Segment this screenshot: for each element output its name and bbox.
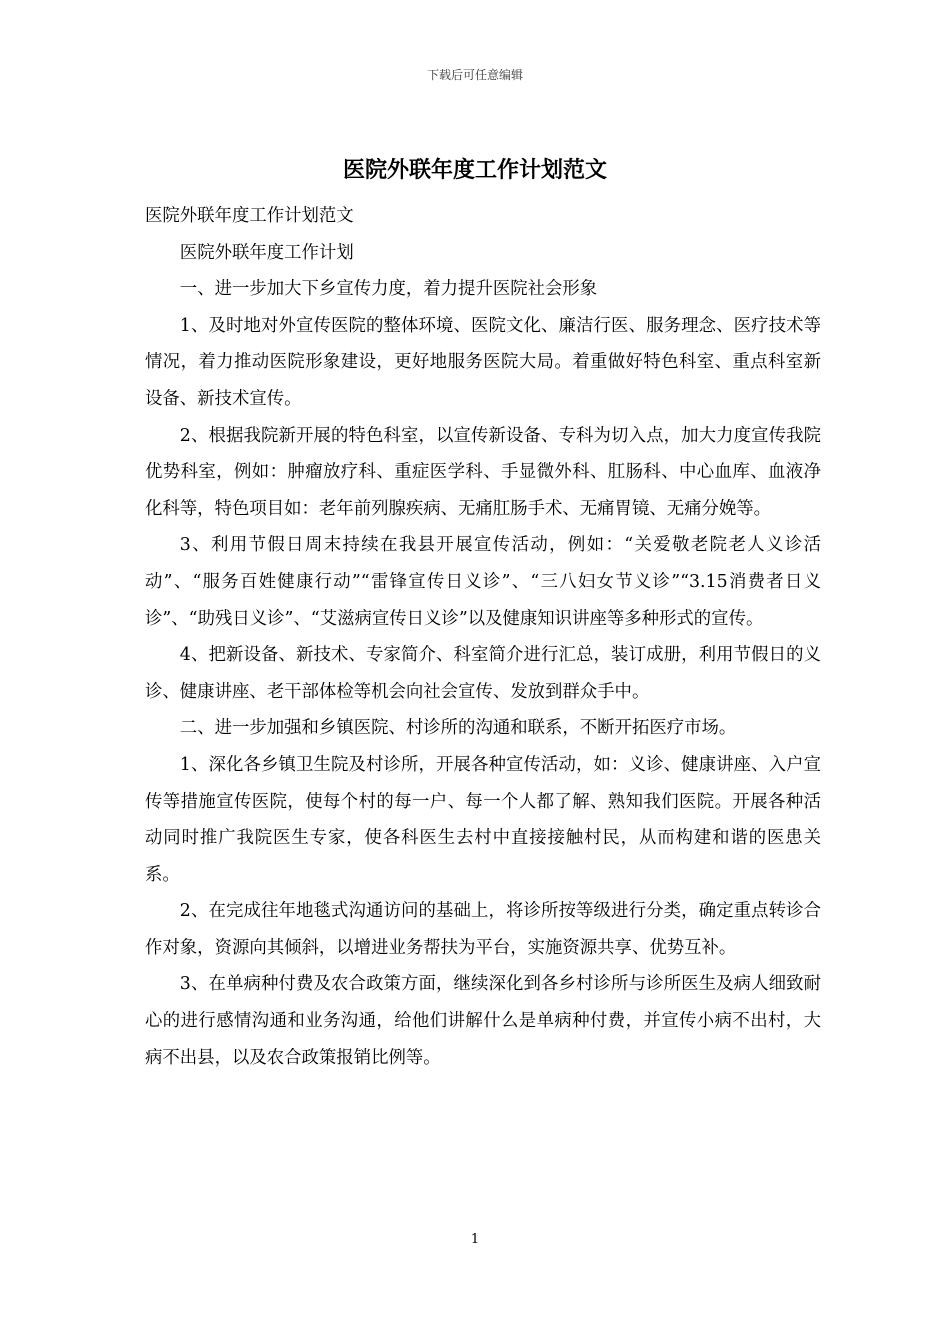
document-body: [145, 198, 821, 1076]
paragraph-section-1-item-2: 2、根据我院新开展的特色科室，以宣传新设备、专科为切入点，加大力度宣传我院优势科室，例如：肿瘤放疗科、重症医学科、手显微外科、肛肠科、中心血库、血液净化科等，特色项目如：老年前列腺疾病、无痛肛肠手术、无痛胃镜、无痛分娩等。: [145, 425, 821, 519]
paragraph-section-1-heading: 一、进一步加大下乡宣传力度，着力提升医院社会形象: [179, 279, 598, 300]
paragraph-section-2-item-2: 2、在完成往年地毯式沟通访问的基础上，将诊所按等级进行分类，确定重点转诊合作对象，资源向其倾斜，以增进业务帮扶为平台，实施资源共享、优势互补。: [145, 901, 821, 958]
paragraph-section-1-item-1: 1、及时地对外宣传医院的整体环境、医院文化、廉洁行医、服务理念、医疗技术等情况，着力推动医院形象建设，更好地服务医院大局。着重做好特色科室、重点科室新设备、新技术宣传。: [145, 315, 821, 409]
paragraph-section-2-item-3: 3、在单病种付费及农合政策方面，继续深化到各乡村诊所与诊所医生及病人细致耐心的进行感情沟通和业务沟通，给他们讲解什么是单病种付费，并宣传小病不出村，大病不出县，以及农合政策报销比例等。: [145, 974, 821, 1068]
paragraph-plan-heading: 医院外联年度工作计划: [179, 242, 354, 263]
page-number: 1: [470, 1232, 480, 1247]
document-title: 医院外联年度工作计划范文: [342, 157, 607, 183]
paragraph-subtitle: 医院外联年度工作计划范文: [145, 206, 354, 226]
paragraph-section-2-heading: 二、进一步加强和乡镇医院、村诊所的沟通和联系，不断开拓医疗市场。: [179, 718, 737, 739]
paragraph-section-2-item-1: 1、深化各乡镇卫生院及村诊所，开展各种宣传活动，如：义诊、健康讲座、入户宣传等措施宣传医院，使每个村的每一户、每一个人都了解、熟知我们医院。开展各种活动同时推广我院医生专家，使各科医生去村中直接接触村民，从而构建和谐的医患关系。: [145, 754, 821, 885]
paragraph-section-1-item-4: 4、把新设备、新技术、专家简介、科室简介进行汇总，装订成册，利用节假日的义诊、健康讲座、老干部体检等机会向社会宣传、发放到群众手中。: [145, 645, 821, 702]
paragraph-section-1-item-3: 3、利用节假日周末持续在我县开展宣传活动，例如：“关爱敬老院老人义诊活动”、“服务百姓健康行动”“雷锋宣传日义诊”、“三八妇女节义诊”“3.15消费者日义诊”、“助残日义诊”、“艾滋病宣传日义诊”以及健康知识讲座等多种形式的宣传。: [145, 535, 821, 629]
header-note: 下载后可任意编辑: [426, 68, 523, 82]
